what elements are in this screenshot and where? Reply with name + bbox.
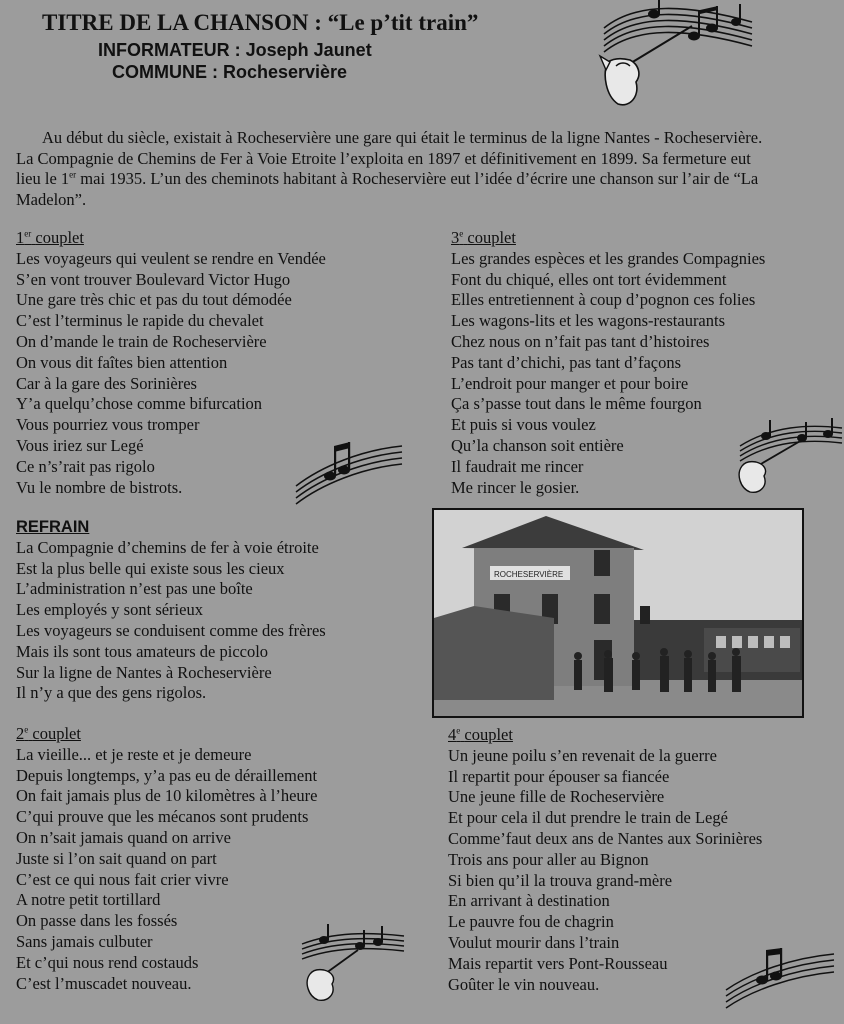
- verse-line: Une jeune fille de Rocheservière: [448, 787, 665, 807]
- verse-line: Il n’y a que des gens rigolos.: [16, 683, 207, 703]
- verse-line: Font du chiqué, elles ont tort évidemment: [451, 269, 727, 289]
- verse-line: Si bien qu’il la trouva grand-mère: [448, 870, 673, 890]
- verse-line: La vieille... et je reste et je demeure: [16, 744, 252, 764]
- verse-line: Pas tant d’chichi, pas tant d’façons: [451, 352, 682, 372]
- verse-line: Ça s’passe tout dans le même fourgon: [451, 394, 702, 414]
- music-notes-icon: [292, 436, 404, 506]
- station-photo: [432, 508, 804, 718]
- verse-line: Y’a quelqu’chose comme bifurcation: [16, 394, 263, 414]
- verse-line: Sans jamais culbuter: [16, 931, 153, 951]
- verse-line: Juste si l’on sait quand on part: [16, 848, 217, 868]
- verse-line: L’endroit pour manger et pour boire: [451, 373, 689, 393]
- intro-line: La Compagnie de Chemins de Fer à Voie Etroite l’exploita en 1897 et définitivement en 1899. Sa fermeture eut: [16, 148, 751, 168]
- refrain-heading: REFRAIN: [16, 518, 90, 536]
- verse-line: Le pauvre fou de chagrin: [448, 912, 614, 932]
- intro-line: Madelon”.: [16, 189, 87, 209]
- verse-line: Elles entretiennent à coup d’pognon ces folies: [451, 290, 756, 310]
- commune: COMMUNE : Rocheservière: [112, 62, 348, 82]
- music-notes-icon: [722, 944, 836, 1010]
- verse-line: Vous iriez sur Legé: [16, 435, 144, 455]
- verse-line: Les wagons-lits et les wagons-restaurants: [451, 311, 726, 331]
- verse-line: On passe dans les fossés: [16, 911, 178, 931]
- verse-line: Et pour cela il dut prendre le train de Legé: [448, 808, 728, 828]
- station-illustration: [434, 510, 802, 716]
- verse-line: Comme’faut deux ans de Nantes aux Sorinières: [448, 828, 763, 848]
- verse-line: Chez nous on n’fait pas tant d’histoires: [451, 331, 710, 351]
- couplet-4: [448, 725, 762, 995]
- intro-line: lieu le 1er mai 1935. L’un des cheminots habitant à Rocheservière eut l’idée d’écrire une chanson sur l’air de “La: [16, 169, 759, 188]
- verse-line: Mais ils sont tous amateurs de piccolo: [16, 641, 269, 661]
- verse-line: Les grandes espèces et les grandes Compagnies: [451, 248, 766, 268]
- verse-line: A notre petit tortillard: [16, 890, 161, 910]
- conductor-hand-music-icon: [732, 416, 844, 496]
- refrain: [16, 517, 326, 704]
- verse-line: C’qui prouve que les mécanos sont prudents: [16, 807, 309, 827]
- verse-line: Les employés y sont sérieux: [16, 600, 203, 620]
- informant: INFORMATEUR : Joseph Jaunet: [98, 40, 372, 60]
- verse-line: Il repartit pour épouser sa fiancée: [448, 766, 670, 786]
- verse-line: On vous dit faîtes bien attention: [16, 352, 228, 372]
- verse-line: Vous pourriez vous tromper: [16, 415, 200, 435]
- couplet-2: [16, 724, 318, 994]
- verse-line: Me rincer le gosier.: [451, 477, 580, 497]
- verse-line: On fait jamais plus de 10 kilomètres à l’heure: [16, 786, 318, 806]
- couplet-heading: 2e couplet: [16, 724, 81, 743]
- verse-line: Une gare très chic et pas du tout démodée: [16, 290, 292, 310]
- verse-line: C’est l’terminus le rapide du chevalet: [16, 311, 264, 331]
- verse-line: C’est l’muscadet nouveau.: [16, 973, 192, 993]
- verse-line: Et puis si vous voulez: [451, 415, 596, 435]
- verse-line: Les voyageurs qui veulent se rendre en Vendée: [16, 248, 326, 268]
- intro-line: Au début du siècle, existait à Rocheservière une gare qui était le terminus de la ligne Nantes - Rocheservière.: [42, 128, 763, 147]
- verse-line: Est la plus belle qui existe sous les cieux: [16, 558, 285, 578]
- couplet-1: [16, 228, 326, 498]
- verse-line: S’en vont trouver Boulevard Victor Hugo: [16, 269, 291, 289]
- station-sign: ROCHESERVIÈRE: [494, 570, 564, 579]
- conductor-hand-music-icon: [298, 922, 408, 1004]
- verse-line: Mais repartit vers Pont-Rousseau: [448, 953, 668, 973]
- couplet-3: [451, 228, 765, 498]
- verse-line: Vu le nombre de bistrots.: [16, 477, 183, 497]
- couplet-heading: 4e couplet: [448, 725, 513, 744]
- verse-line: Trois ans pour aller au Bignon: [448, 849, 649, 869]
- verse-line: Car à la gare des Sorinières: [16, 373, 197, 393]
- verse-line: Ce n’s’rait pas rigolo: [16, 456, 155, 476]
- verse-line: Sur la ligne de Nantes à Rocheservière: [16, 662, 272, 682]
- verse-line: Il faudrait me rincer: [451, 456, 584, 476]
- couplet-heading: 1er couplet: [16, 228, 84, 247]
- verse-line: Voulut mourir dans l’train: [448, 932, 620, 952]
- intro-paragraph: [16, 128, 842, 210]
- verse-line: La Compagnie d’chemins de fer à voie étroite: [16, 537, 319, 557]
- conductor-hand-music-icon: [596, 0, 756, 112]
- verse-line: En arrivant à destination: [448, 891, 610, 911]
- verse-line: On d’mande le train de Rocheservière: [16, 331, 267, 351]
- verse-line: Un jeune poilu s’en revenait de la guerre: [448, 745, 717, 765]
- verse-line: L’administration n’est pas une boîte: [16, 579, 253, 599]
- verse-line: Qu’la chanson soit entière: [451, 435, 624, 455]
- verse-line: C’est ce qui nous fait crier vivre: [16, 869, 229, 889]
- verse-line: On n’sait jamais quand on arrive: [16, 827, 231, 847]
- verse-line: Depuis longtemps, y’a pas eu de déraillement: [16, 765, 318, 785]
- verse-line: Et c’qui nous rend costauds: [16, 952, 199, 972]
- song-title: TITRE DE LA CHANSON : “Le p’tit train”: [42, 10, 479, 35]
- verse-line: Goûter le vin nouveau.: [448, 974, 600, 994]
- verse-line: Les voyageurs se conduisent comme des frères: [16, 620, 326, 640]
- couplet-heading: 3e couplet: [451, 228, 516, 247]
